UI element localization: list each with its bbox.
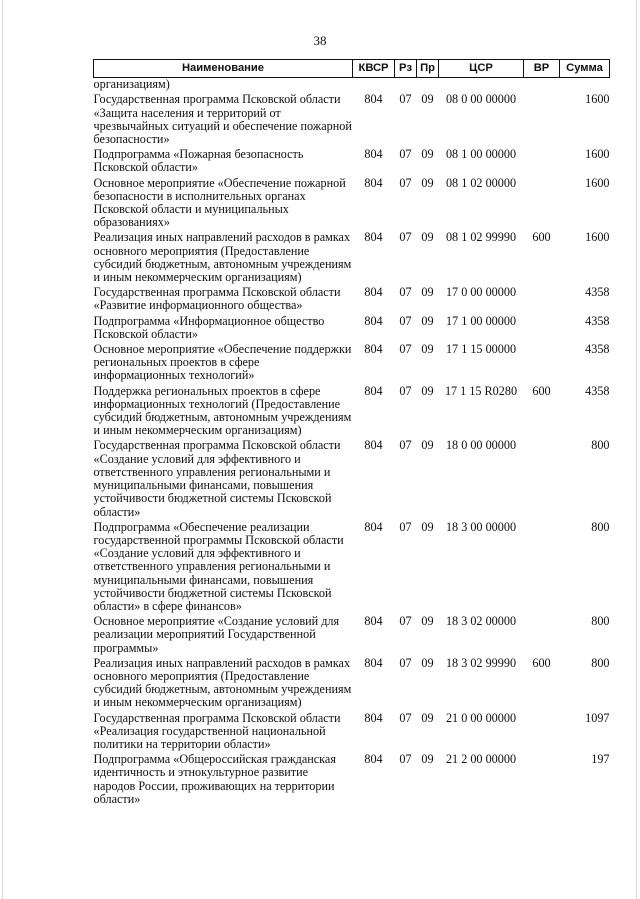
- row-rz: 07: [399, 313, 412, 328]
- row-name: Государственная программа Псковской области «Создание условий для эффективного и ответственного управления региональными и муниципальными финансами, повышения устойчивости бюджетной системы Псковской области»: [93, 438, 341, 519]
- row-sum: 1600: [585, 147, 610, 162]
- row-csr: 08 1 00 00000: [445, 147, 517, 162]
- table-row: [94, 148, 610, 176]
- row-pr: 09: [421, 92, 434, 107]
- row-vr: 600: [532, 383, 551, 398]
- table-row: [94, 315, 610, 343]
- row-vr: [524, 93, 560, 148]
- row-csr: 21 2 00 00000: [445, 752, 517, 767]
- table-row: [94, 385, 610, 440]
- row-sum: 800: [591, 614, 610, 629]
- row-kvsr: 804: [364, 342, 383, 357]
- table-row: [94, 657, 610, 712]
- row-sum: 4358: [585, 342, 610, 357]
- column-header-csr: ЦСР: [439, 60, 524, 78]
- row-kvsr: 804: [364, 147, 383, 162]
- row-pr: 09: [421, 313, 434, 328]
- scan-right-edge: [636, 0, 637, 899]
- row-rz: 07: [399, 752, 412, 767]
- row-rz: 07: [399, 92, 412, 107]
- column-header-vr: ВР: [524, 60, 560, 78]
- row-pr: 09: [421, 175, 434, 190]
- row-pr: 09: [421, 230, 434, 245]
- row-kvsr: 804: [364, 313, 383, 328]
- table-row: [94, 343, 610, 385]
- row-pr: 09: [421, 519, 434, 534]
- row-csr: 17 1 00 00000: [445, 313, 517, 328]
- row-csr: 17 0 00 00000: [445, 285, 517, 300]
- page-number: 38: [313, 33, 327, 48]
- row-rz: 07: [399, 175, 412, 190]
- table-row: [94, 712, 610, 754]
- table-row: [94, 753, 610, 808]
- row-name: Подпрограмма «Пожарная безопасность Псковской области»: [93, 147, 304, 175]
- row-name: Основное мероприятие «Создание условий для реализации мероприятий Государственной программы»: [93, 614, 340, 655]
- row-vr: [524, 343, 560, 385]
- row-rz: 07: [399, 147, 412, 162]
- row-sum: 1600: [585, 230, 610, 245]
- row-csr: 21 0 00 00000: [445, 710, 517, 725]
- row-vr: [524, 315, 560, 343]
- row-pr: 09: [421, 285, 434, 300]
- row-name: Поддержка региональных проектов в сфере информационных технологий (Предоставление субсидий бюджетным, автономным учреждениям и иным некоммерческим организациям): [93, 383, 352, 438]
- table-row: [94, 177, 610, 232]
- row-sum: 800: [591, 655, 610, 670]
- row-vr: [524, 712, 560, 754]
- table-row: [94, 521, 610, 615]
- row-sum: 4358: [585, 313, 610, 328]
- table-row: [94, 439, 610, 520]
- column-header-sum: Сумма: [560, 60, 610, 78]
- row-sum: 197: [591, 752, 610, 767]
- row-vr: [524, 521, 560, 615]
- row-name: Государственная программа Псковской области «Реализация государственной национальной политики на территории области»: [93, 710, 341, 751]
- row-rz: 07: [399, 383, 412, 398]
- row-rz: 07: [399, 519, 412, 534]
- row-csr: 17 1 15 00000: [445, 342, 517, 357]
- row-rz: 07: [399, 438, 412, 453]
- row-kvsr: 804: [364, 230, 383, 245]
- row-name: Основное мероприятие «Обеспечение поддержки региональных проектов в сфере информационных технологий»: [93, 342, 352, 383]
- row-name: Реализация иных направлений расходов в рамках основного мероприятия (Предоставление субсидий бюджетным, автономным учреждениям и иным некоммерческим организациям): [93, 655, 352, 710]
- row-sum: 1600: [585, 92, 610, 107]
- row-kvsr: 804: [364, 614, 383, 629]
- row-csr: 18 3 02 99990: [445, 655, 517, 670]
- row-sum: 800: [591, 519, 610, 534]
- row-kvsr: 804: [364, 175, 383, 190]
- row-csr: 17 1 15 R0280: [444, 383, 518, 398]
- row-vr: [524, 148, 560, 176]
- row-csr: 18 3 02 00000: [445, 614, 517, 629]
- row-vr: 600: [532, 230, 551, 245]
- row-name: Подпрограмма «Общероссийская гражданская идентичность и этнокультурное развитие народов России, проживающих на территории области»: [93, 752, 336, 806]
- row-csr: 08 0 00 00000: [445, 92, 517, 107]
- row-pr: 09: [421, 438, 434, 453]
- row-pr: 09: [421, 383, 434, 398]
- row-vr: [524, 439, 560, 520]
- row-kvsr: 804: [364, 438, 383, 453]
- table-row: [94, 615, 610, 657]
- row-name: Подпрограмма «Информационное общество Псковской области»: [93, 313, 325, 341]
- row-name: Государственная программа Псковской области «Защита населения и территорий от чрезвычайных ситуаций и обеспечение пожарной безопасности»: [93, 92, 352, 147]
- row-kvsr: 804: [364, 285, 383, 300]
- row-sum: 4358: [585, 285, 610, 300]
- table-row: [94, 93, 610, 148]
- row-vr: [524, 753, 560, 808]
- row-pr: 09: [421, 710, 434, 725]
- table-row: [94, 231, 610, 286]
- table-body: [94, 78, 610, 808]
- row-rz: 07: [399, 230, 412, 245]
- row-name: Основное мероприятие «Обеспечение пожарной безопасности в исполнительных органах Псковской области и муниципальных образованиях»: [93, 175, 346, 230]
- row-kvsr: 804: [364, 752, 383, 767]
- row-rz: 07: [399, 655, 412, 670]
- row-csr: 18 0 00 00000: [445, 438, 517, 453]
- scan-left-edge: [2, 0, 3, 899]
- row-name: Государственная программа Псковской области «Развитие информационного общества»: [93, 285, 341, 313]
- row-rz: 07: [399, 710, 412, 725]
- row-vr: [524, 615, 560, 657]
- column-header-kvsr: КВСР: [353, 60, 395, 78]
- budget-table: [93, 59, 610, 808]
- row-pr: 09: [421, 147, 434, 162]
- row-rz: 07: [399, 285, 412, 300]
- row-kvsr: 804: [364, 655, 383, 670]
- row-rz: 07: [399, 342, 412, 357]
- row-name: Подпрограмма «Обеспечение реализации государственной программы Псковской области «Создание условий для эффективного и ответственного управления региональными и муниципальными финансами, повышения устойчивости бюджетной системы Псковской области» в сфере финансов»: [93, 519, 344, 613]
- row-pr: 09: [421, 655, 434, 670]
- row-sum: 1600: [585, 175, 610, 190]
- row-sum: 1097: [585, 710, 610, 725]
- row-vr: [524, 177, 560, 232]
- row-sum: 800: [591, 438, 610, 453]
- continuation-text: организациям): [93, 77, 170, 92]
- row-kvsr: 804: [364, 383, 383, 398]
- row-rz: 07: [399, 614, 412, 629]
- row-pr: 09: [421, 342, 434, 357]
- row-name: Реализация иных направлений расходов в рамках основного мероприятия (Предоставление субсидий бюджетным, автономным учреждениям и иным некоммерческим организациям): [93, 230, 352, 285]
- row-kvsr: 804: [364, 519, 383, 534]
- column-header-name: Наименование: [94, 60, 353, 78]
- table-header: [94, 60, 610, 78]
- row-kvsr: 804: [364, 92, 383, 107]
- row-csr: 08 1 02 00000: [445, 175, 517, 190]
- column-header-rz: Рз: [395, 60, 417, 78]
- row-vr: 600: [532, 655, 551, 670]
- row-pr: 09: [421, 752, 434, 767]
- row-csr: 08 1 02 99990: [445, 230, 517, 245]
- row-pr: 09: [421, 614, 434, 629]
- table-row: [94, 286, 610, 314]
- column-header-pr: Пр: [417, 60, 439, 78]
- row-kvsr: 804: [364, 710, 383, 725]
- row-csr: 18 3 00 00000: [445, 519, 517, 534]
- continuation-row: [94, 78, 610, 94]
- row-vr: [524, 286, 560, 314]
- row-sum: 4358: [585, 383, 610, 398]
